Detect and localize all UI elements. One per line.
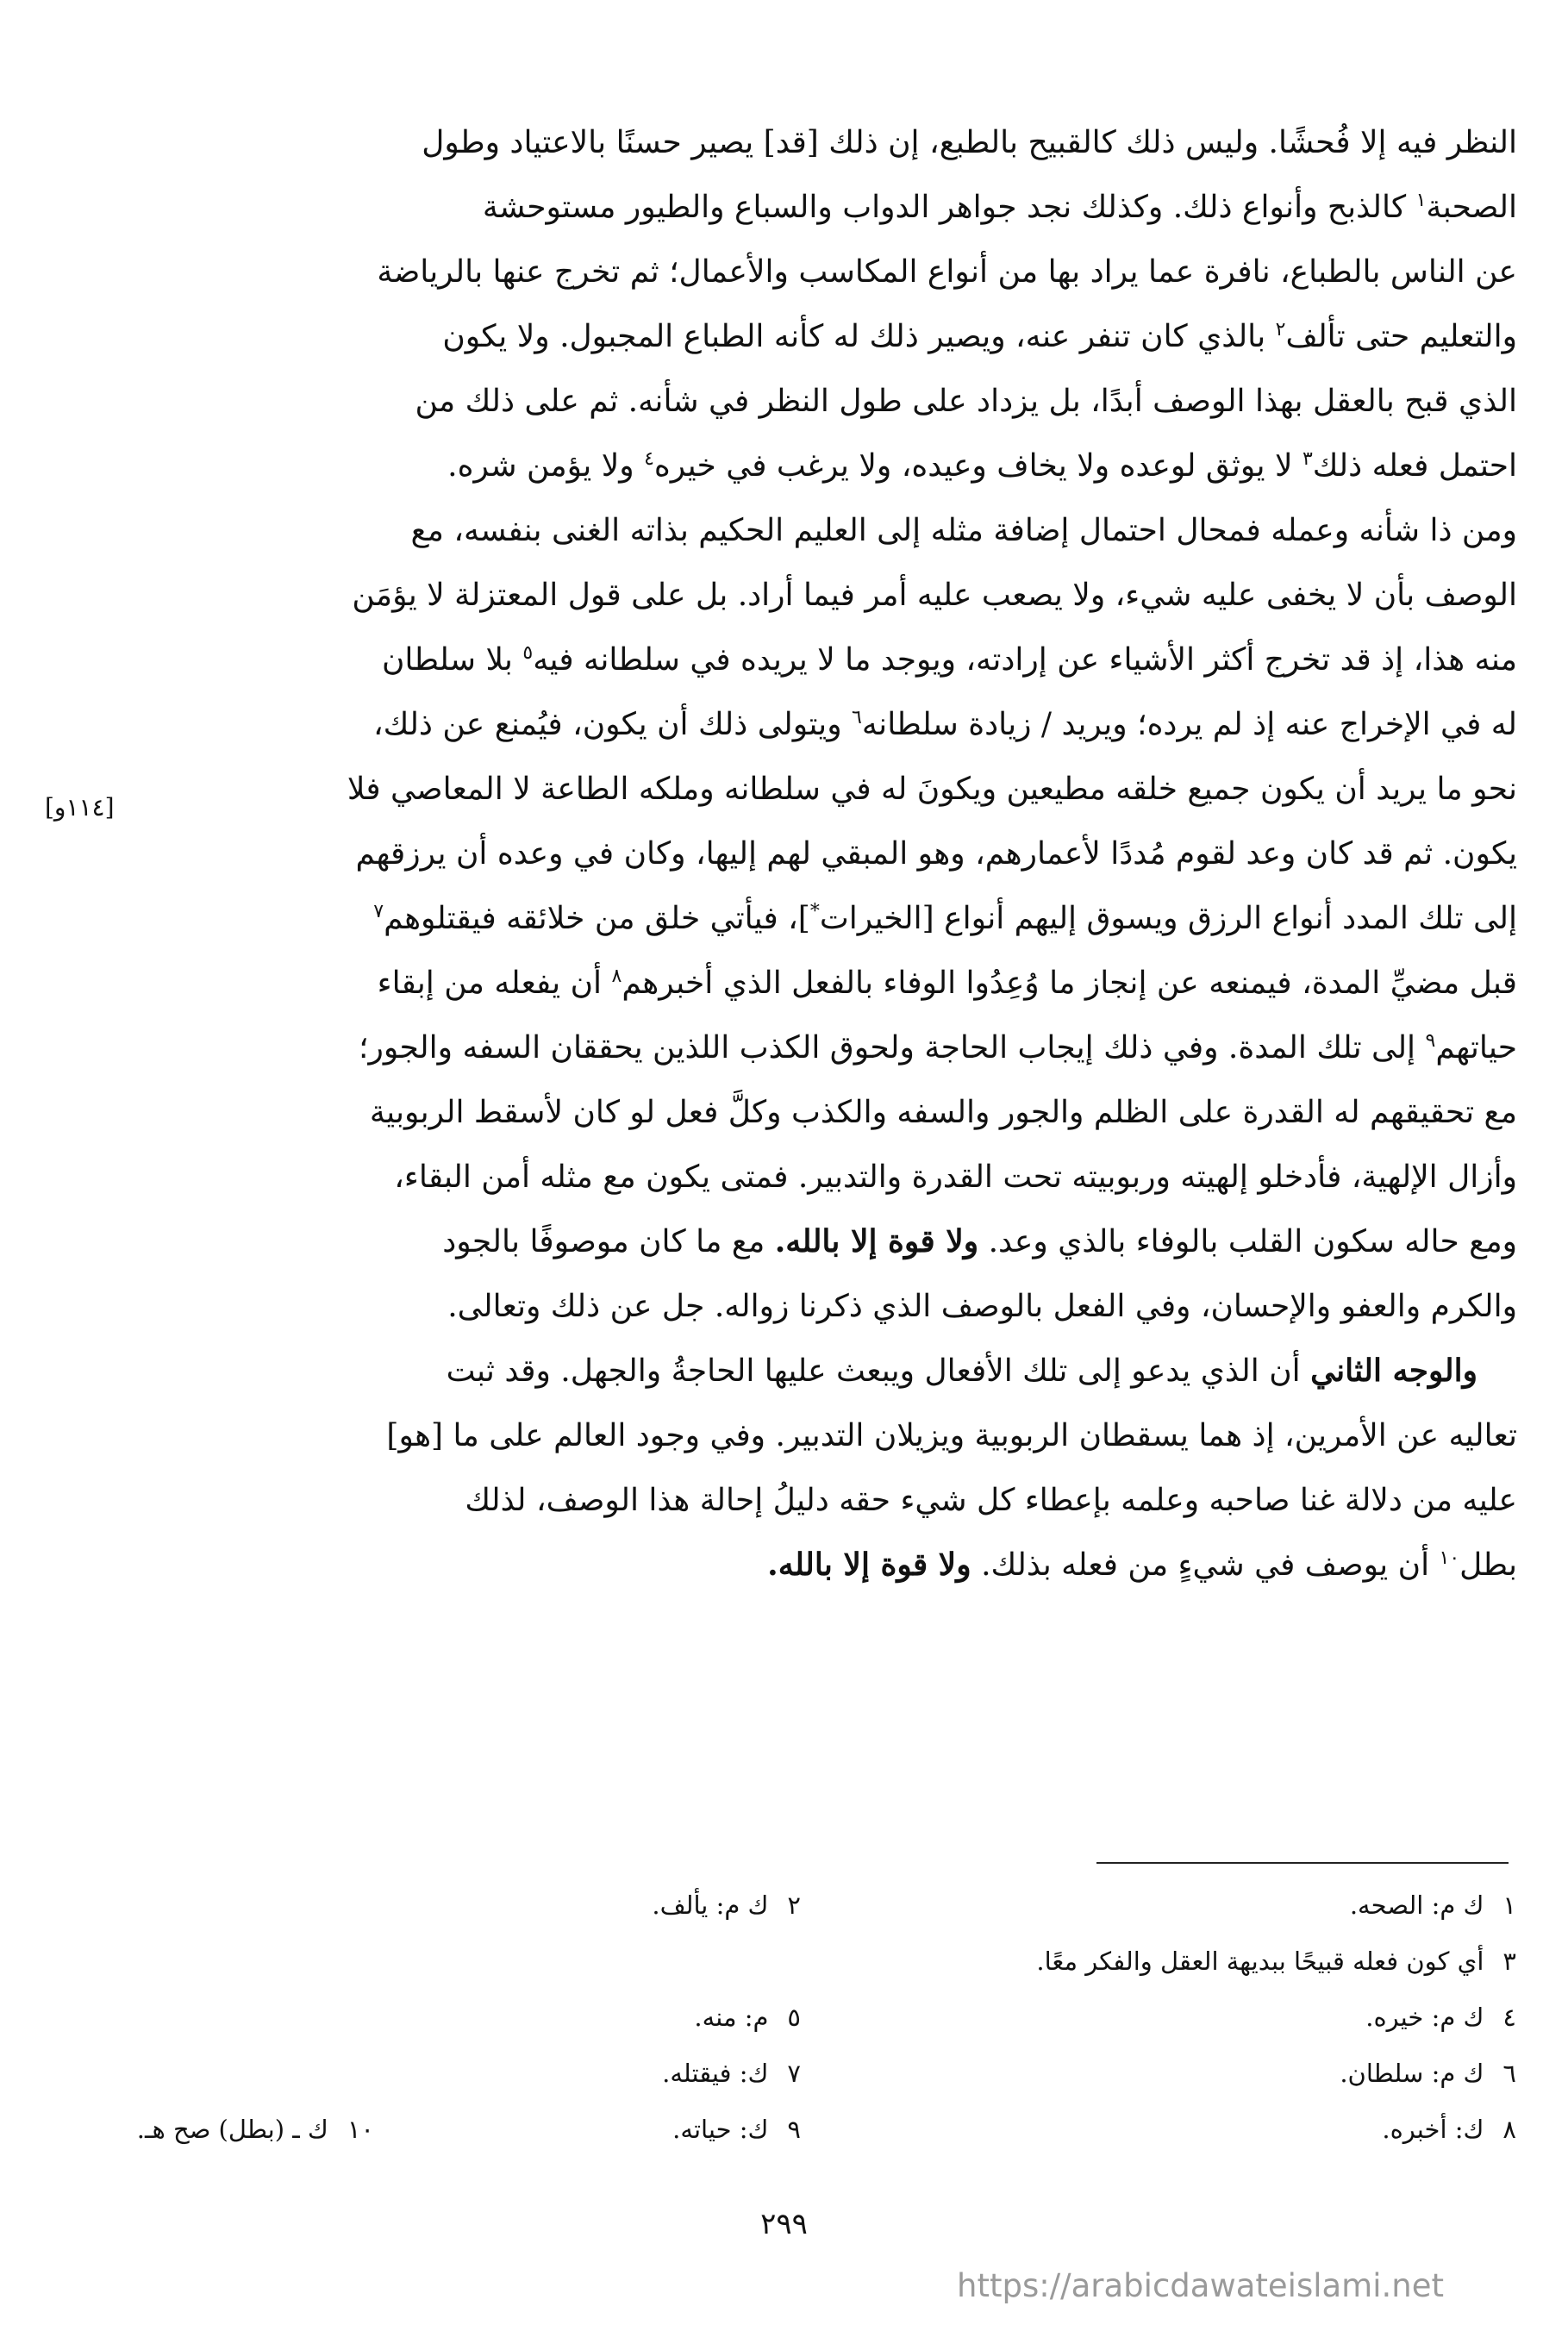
footnote: ٧ك: فيقتله.	[662, 2059, 801, 2088]
footnote-marker: ٦	[852, 707, 862, 728]
main-text	[181, 110, 1517, 1597]
footnote: ٨ك: أخبره.	[1382, 2115, 1516, 2144]
text-line: عليه من دلالة غنا صاحبه وعلمه بإعطاء كل شيء حقه دليلُ إحالة هذا الوصف، لذلك	[465, 1483, 1517, 1518]
page-number: ٢٩٩	[760, 2207, 808, 2241]
text-line: احتمل فعله ذلك$^٣$ لا يوثق لوعده ولا يخاف وعيده، ولا يرغب في خيره$^٤$ ولا يؤمن شره.	[447, 448, 1517, 484]
bold-phrase: ولا قوة إلا بالله.	[774, 1223, 979, 1259]
text-line: ومن ذا شأنه وعمله فمحال احتمال إضافة مثله إلى العليم الحكيم بذاته الغنى بنفسه، مع	[410, 513, 1517, 548]
text-line: مع تحقيقهم له القدرة على الظلم والجور والسفه والكذب وكلَّ فعل لو كان لأسقط الربوبية	[369, 1095, 1517, 1130]
text-line: والتعليم حتى تألف$^٢$ بالذي كان تنفر عنه، ويصير ذلك له كأنه الطباع المجبول. ولا يكون	[442, 319, 1517, 354]
text-line: تعاليه عن الأمرين، إذ هما يسقطان الربوبية ويزيلان التدبير. وفي وجود العالم على ما [هو]	[386, 1418, 1517, 1453]
footnote: ١٠ك ـ (بطل) صح هـ.	[136, 2115, 374, 2144]
margin-folio-note: [١١٤و]	[45, 793, 115, 822]
text-line: منه هذا، إذ قد تخرج أكثر الأشياء عن إرادته، ويوجد ما لا يريده في سلطانه فيه$^٥$ بلا سلطان	[381, 642, 1517, 678]
footnote: ٤ك م: خيره.	[1365, 2003, 1516, 2032]
text-line: حياتهم$^٩$ إلى تلك المدة. وفي ذلك إيجاب الحاجة ولحوق الكذب اللذين يحققان السفه والجور؛	[359, 1030, 1517, 1066]
footnote: ٢ك م: يألف.	[652, 1890, 801, 1920]
footnote-marker: ١	[1415, 190, 1427, 211]
text-line: ومع حاله سكون القلب بالوفاء بالذي وعد. ولا قوة إلا بالله. مع ما كان موصوفًا بالجود	[442, 1223, 1517, 1259]
text-line: إلى تلك المدد أنواع الرزق ويسوق إليهم أنواع [الخيرات*]، فيأتي خلق من خلائقه فيقتلوهم$^٧$	[373, 901, 1517, 936]
text-line: له في الإخراج عنه إذ لم يرده؛ ويريد / زيادة سلطانه$^٦$ ويتولى ذلك أن يكون، فيُمنع عن ذلك،	[373, 707, 1517, 742]
footnote: ١ك م: الصحه.	[1349, 1890, 1516, 1920]
text-line: النظر فيه إلا فُحشًا. وليس ذلك كالقبيح بالطبع، إن ذلك [قد] يصير حسنًا بالاعتياد وطول	[422, 125, 1517, 160]
text-line: الصحبة$^١$ كالذبح وأنواع ذلك. وكذلك نجد جواهر الدواب والسباع والطيور مستوحشة	[482, 190, 1517, 225]
footnote: ٣أي كون فعله قبيحًا ببديهة العقل والفكر معًا.	[1036, 1947, 1516, 1976]
footnote-marker: ٧	[373, 901, 384, 922]
text-line: والوجه الثاني أن الذي يدعو إلى تلك الأفعال ويبعث عليها الحاجةُ والجهل. وقد ثبت	[446, 1353, 1477, 1389]
footnote-marker: ٥	[522, 642, 534, 664]
text-line: نحو ما يريد أن يكون جميع خلقه مطيعين ويكونَ له في سلطانه وملكه الطاعة لا المعاصي فلا	[347, 772, 1517, 807]
footnote-marker: ٢	[1275, 319, 1286, 341]
footnote-marker: ٩	[1425, 1030, 1436, 1052]
text-line: وأزال الإلهية، فأدخلو إلهيته وربوبيته تحت القدرة والتدبير. فمتى يكون مع مثله أمن البقاء،	[394, 1159, 1517, 1195]
footnote-divider	[1096, 1862, 1509, 1864]
footnote: ٦ك م: سلطان.	[1340, 2059, 1516, 2088]
text-line: بطل$^{١٠}$ أن يوصف في شيءٍ من فعله بذلك. ولا قوة إلا بالله.	[767, 1547, 1517, 1583]
footnote-marker: ٤	[644, 448, 654, 470]
text-line: الذي قبح بالعقل بهذا الوصف أبدًا، بل يزداد على طول النظر في شأنه. ثم على ذلك من	[415, 384, 1517, 419]
star-marker: *	[809, 901, 820, 922]
footnote-marker: ٣	[1302, 448, 1313, 470]
footnote-marker: ٨	[611, 966, 622, 987]
section-heading: والوجه الثاني	[1310, 1353, 1477, 1389]
text-line: يكون. ثم قد كان وعد لقوم مُددًا لأعمارهم، وهو المبقي لهم إليها، وكان في وعده أن يرزقهم	[355, 836, 1517, 872]
footnote: ٥م: منه.	[694, 2003, 801, 2032]
text-line: الوصف بأن لا يخفى عليه شيء، ولا يصعب عليه أمر فيما أراد. بل على قول المعتزلة لا يؤمَن	[352, 578, 1517, 613]
bold-phrase: ولا قوة إلا بالله.	[767, 1547, 971, 1583]
watermark-url: https://arabicdawateislami.net	[957, 2267, 1444, 2304]
footnote-marker: ١٠	[1439, 1547, 1460, 1569]
footnote: ٩ك: حياته.	[672, 2115, 801, 2144]
text-line: عن الناس بالطباع، نافرة عما يراد بها من أنواع المكاسب والأعمال؛ ثم تخرج عنها بالرياضة	[377, 254, 1517, 290]
text-line: والكرم والعفو والإحسان، وفي الفعل بالوصف الذي ذكرنا زواله. جل عن ذلك وتعالى.	[447, 1289, 1517, 1324]
text-line: قبل مضيِّ المدة، فيمنعه عن إنجاز ما وُعِدُوا الوفاء بالفعل الذي أخبرهم$^٨$ أن يفعله من إبقاء	[377, 966, 1517, 1001]
